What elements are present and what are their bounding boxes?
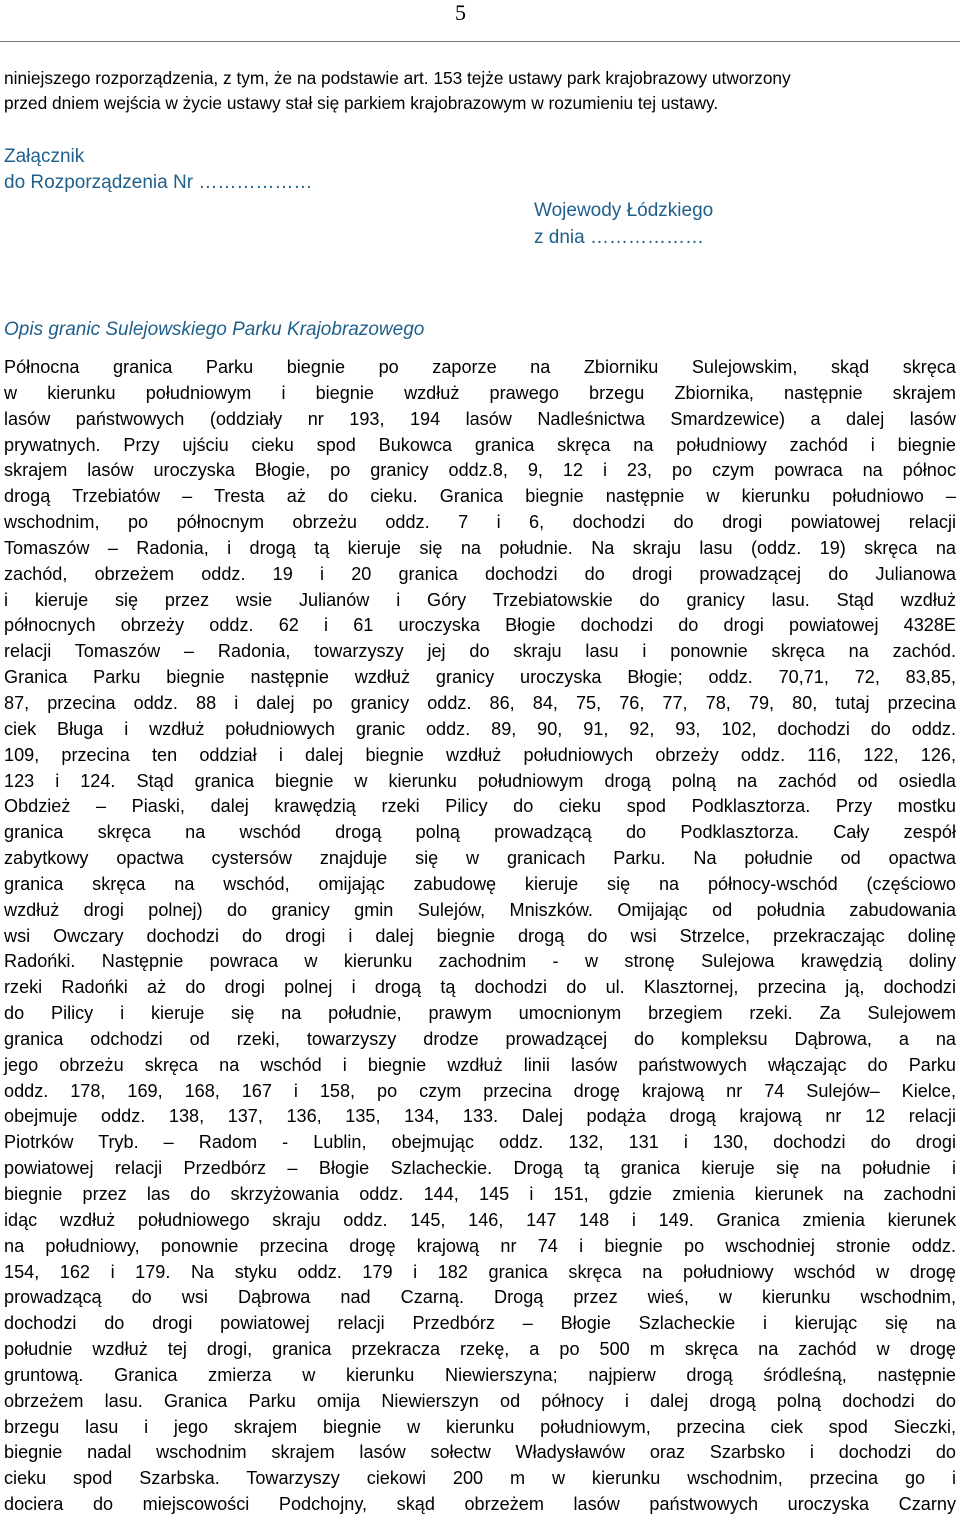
body-line: relacji Tomaszów – Radonia, towarzyszy jej do skraju lasu i ponownie skręca na zachód. — [4, 641, 956, 662]
page-number: 5 — [455, 0, 466, 25]
body-line: na południowy, ponownie przecina drogę krajową nr 74 i biegnie po wschodniej stronie oddz. — [4, 1235, 956, 1256]
annex-date: z dnia ……………… — [534, 227, 704, 248]
body-line: do Pilicy i kieruje się na południe, prawym umocnionym brzegiem rzeki. Za Sulejowem — [4, 1003, 956, 1024]
body-line: Północna granica Parku biegnie po zaporze na Zbiorniku Sulejowskim, skąd skręca — [4, 357, 956, 377]
body-line: dociera do miejscowości Podchojny, skąd obrzeżem lasów państwowych uroczyska Czarny — [4, 1494, 956, 1515]
body-line: Granica Parku biegnie następnie wzdłuż granicy uroczyska Błogie; oddz. 70,71, 72, 83,85, — [4, 667, 956, 688]
body-line: dochodzi do drogi powiatowej relacji Przedbórz – Błogie Szlacheckie i kierując się na — [4, 1313, 956, 1334]
intro-line: przed dniem wejścia w życie ustawy stał się parkiem krajobrazowym w rozumieniu tej ustawy. — [4, 93, 719, 113]
body-line: jego obrzeżu skręca na wschód i biegnie wzdłuż linii lasów państwowych włączając do Parku — [4, 1054, 956, 1075]
body-line: 123 i 124. Stąd granica biegnie w kierunku południowym drogą polną na zachód od osiedla — [4, 770, 956, 791]
body-line: zabytkowy opactwa cystersów znajduje się w granicach Parku. Na południe od opactwa — [4, 848, 956, 869]
body-line: prywatnych. Przy ujściu cieku spod Bukowca granica skręca na południowy zachód i biegnie — [4, 434, 956, 455]
body-line: prowadzącą do wsi Dąbrowa nad Czarną. Drogą przez wieś, w kierunku wschodnim, — [4, 1287, 956, 1308]
body-line: rzeki Radońki aż do drogi polnej i drogą tą dochodzi do ul. Klasztornej, przecina ją, dochodzi — [4, 977, 956, 998]
body-line: granica odchodzi od rzeki, towarzyszy drodze prowadzącej do kompleksu Dąbrowa, a na — [4, 1028, 956, 1049]
body-line: południe wzdłuż tej drogi, granica przekracza rzekę, a po 500 m skręca na zachód w drogę — [4, 1339, 956, 1360]
body-line: idąc wzdłuż południowego skraju oddz. 145, 146, 147 148 i 149. Granica zmienia kierunek — [4, 1209, 956, 1230]
body-line: 154, 162 i 179. Na styku oddz. 179 i 182 granica skręca na południowy wschód w drogę — [4, 1261, 956, 1282]
body-line: cieku spod Szarbska. Towarzyszy ciekowi 200 m w kierunku wschodnim, przecina go i — [4, 1468, 956, 1489]
body-line: biegnie przez las do skrzyżowania oddz. 144, 145 i 151, gdzie zmienia kierunek na zachodni — [4, 1184, 956, 1204]
document-title: Opis granic Sulejowskiego Parku Krajobrazowego — [4, 319, 425, 340]
body-line: lasów państwowych (oddziały nr 193, 194 lasów Nadleśnictwa Smardzewice) a dalej lasów — [4, 408, 956, 429]
body-line: skrajem lasów uroczyska Błogie, po granicy oddz.8, 9, 12 i 23, po czym powraca na północ — [4, 460, 956, 481]
body-line: północnych obrzeży oddz. 62 i 61 uroczyska Błogie dochodzi do drogi powiatowej 4328E — [4, 615, 956, 636]
body-line: w kierunku południowym i biegnie wzdłuż prawego brzegu Zbiornika, następnie skrajem — [4, 382, 956, 403]
body-line: Obdzież – Piaski, dalej krawędzią rzeki Pilicy do cieku spod Podklasztorza. Przy mostku — [4, 796, 956, 817]
body-line: 109, przecina ten oddział i dalej biegnie wzdłuż południowych obrzeży oddz. 116, 122, 126, — [4, 744, 956, 765]
annex-title: Załącznik — [4, 146, 85, 167]
body-line: brzegu lasu i jego skrajem biegnie w kierunku południowym, przecina ciek spod Sieczki, — [4, 1416, 956, 1437]
body-line: powiatowej relacji Przedbórz – Błogie Szlacheckie. Drogą tą granica kieruje się na południe i — [4, 1158, 956, 1179]
body-line: drogą Trzebiatów – Tresta aż do cieku. Granica biegnie następnie w kierunku południowo – — [4, 486, 956, 507]
annex-heading — [4, 144, 312, 196]
body-line: Piotrków Tryb. – Radom - Lublin, obejmując oddz. 132, 131 i 130, dochodzi do drogi — [4, 1132, 956, 1153]
body-line: obrzeżem lasu. Granica Parku omija Niewierszyn od północy i dalej drogą polną dochodzi do — [4, 1390, 956, 1411]
body-line: oddz. 178, 169, 168, 167 i 158, po czym przecina drogę krajową nr 74 Sulejów– Kielce, — [4, 1080, 956, 1101]
body-line: biegnie nadal wschodnim skrajem lasów sołectw Władysławów oraz Szarbsko i dochodzi do — [4, 1442, 956, 1463]
body-line: i kieruje się przez wsie Julianów i Góry Trzebiatowskie do granicy lasu. Stąd wzdłuż — [4, 589, 956, 610]
body-line: granica skręca na wschód drogą polną prowadzącą do Podklasztorza. Cały zespół — [4, 822, 956, 843]
body-line: 87, przecina oddz. 88 i dalej po granicy oddz. 86, 84, 75, 76, 77, 78, 79, 80, tutaj przecina — [4, 692, 956, 713]
body-line: Tomaszów – Radonia, i drogą tą kieruje się na południe. Na skraju lasu (oddz. 19) skręca na — [4, 537, 956, 558]
body-line: wzdłuż drogi polnej) do granicy gmin Sulejów, Mniszków. Omijając od południa zabudowania — [4, 899, 956, 920]
body-line: zachód, obrzeżem oddz. 19 i 20 granica dochodzi do drogi prowadzącej do Julianowa — [4, 563, 956, 584]
annex-regulation: do Rozporządzenia Nr ……………… — [4, 172, 313, 193]
body-line: Radońki. Następnie powraca w kierunku zachodnim - w stronę Sulejowa krawędzią doliny — [4, 951, 956, 972]
body-line: wsi Owczary dochodzi do drogi i dalej biegnie drogą do wsi Strzelce, przekraczając dolinę — [4, 925, 956, 946]
boundary-description — [4, 355, 956, 1518]
body-line: obejmuje oddz. 138, 137, 136, 135, 134, 133. Dalej podąża drogą krajową nr 12 relacji — [4, 1106, 956, 1127]
header-rule — [0, 41, 960, 42]
annex-voivode: Wojewody Łódzkiego — [534, 200, 714, 221]
intro-line: niniejszego rozporządzenia, z tym, że na podstawie art. 153 tejże ustawy park krajobrazowy utworzony — [4, 68, 791, 88]
body-line: gruntową. Granica zmierza w kierunku Niewierszyna; najpierw drogą śródleśną, następnie — [4, 1364, 956, 1385]
annex-issuer — [534, 197, 713, 251]
body-line: granica skręca na wschód, omijając zabudowę kieruje się na północy-wschód (częściowo — [4, 873, 956, 894]
body-line: ciek Bługa i wzdłuż południowych granic oddz. 89, 90, 91, 92, 93, 102, dochodzi do oddz. — [4, 718, 956, 739]
body-line: wschodnim, po północnym obrzeżu oddz. 7 i 6, dochodzi do drogi powiatowej relacji — [4, 512, 956, 533]
intro-paragraph — [4, 66, 956, 116]
